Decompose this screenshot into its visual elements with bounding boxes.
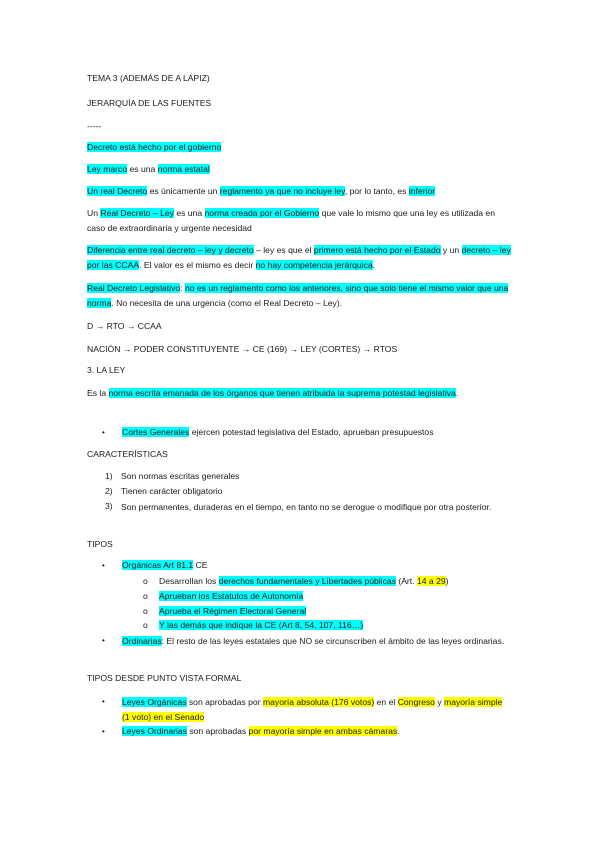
text-run: Desarrollan los <box>159 576 219 586</box>
paragraph <box>87 343 512 355</box>
list-item <box>102 695 503 722</box>
text-run: D → RTO → CCAA <box>87 321 162 331</box>
highlighted-text: norma estatal <box>157 164 210 174</box>
text-run: Tienen carácter obligatorio <box>121 486 223 496</box>
text-run: . <box>455 388 459 398</box>
text-run: . No necesita de una urgencia (como el Real Decreto – Ley). <box>111 298 343 308</box>
section-heading <box>87 538 512 550</box>
list-item <box>102 426 434 439</box>
text-run: . <box>372 260 376 270</box>
highlighted-text: Aprueban los Estatutos de Autonomía <box>159 591 304 601</box>
highlighted-text: decreto – ley por las CCAA <box>87 245 511 270</box>
text-run: es únicamente un <box>147 186 220 196</box>
circle-bullet-icon: o <box>143 576 148 586</box>
bullet-icon: • <box>102 561 105 570</box>
paragraph <box>87 163 512 175</box>
list-item-text <box>159 590 303 602</box>
list-item-text <box>122 634 512 649</box>
highlighted-text: Leyes Ordinarias <box>122 726 187 736</box>
bullet-icon: • <box>102 697 105 706</box>
sub-list-item <box>143 605 307 617</box>
highlighted-text: inferior <box>408 186 436 196</box>
text-run: (Art. <box>395 576 417 586</box>
text-run: , por lo tanto, es <box>344 186 409 196</box>
list-item-text <box>122 695 512 725</box>
list-number: 2) <box>105 486 113 496</box>
text-run: son aprobadas por <box>186 697 263 707</box>
text-run: en el <box>374 697 398 707</box>
highlighted-text: Cortes Generales <box>122 427 190 437</box>
list-item-text <box>159 575 449 587</box>
text-run: JERARQUÍA DE LAS FUENTES <box>87 98 212 108</box>
highlighted-text: mayoría simple (1 voto) en el Senado <box>122 697 503 722</box>
text-run: TIPOS <box>87 539 113 549</box>
list-item-text <box>159 619 363 631</box>
highlighted-text: Decreto está hecho por el gobierno <box>87 142 222 152</box>
highlighted-text: Un real Decreto <box>87 186 148 196</box>
list-item-text <box>122 725 400 737</box>
highlighted-text: reglamento ya que no incluye ley <box>219 186 345 196</box>
circle-bullet-icon: o <box>143 591 148 601</box>
text-run: . <box>397 726 400 736</box>
highlighted-text: Y las demás que indique la CE (Art 8, 54, 107, 116…) <box>159 620 364 630</box>
paragraph <box>87 206 512 236</box>
highlighted-text: Congreso <box>397 697 435 707</box>
text-run: Son permanentes, duraderas en el tiempo, en tanto no se derogue o modifique por otra posterior. <box>121 502 492 512</box>
text-run: ejercen potestad legislativa del Estado, aprueban presupuestos <box>189 427 434 437</box>
highlighted-text: por mayoría simple en ambas cámaras <box>248 726 398 736</box>
highlighted-text: norma escrita emanada de los órganos que tienen atribuida la suprema potestad legislativa <box>108 388 456 398</box>
highlighted-text: Orgánicas Art 81.1 <box>122 560 194 570</box>
list-item <box>102 725 400 738</box>
text-run: TEMA 3 (ADEMÁS DE A LÁPIZ) <box>87 73 210 83</box>
list-item-text <box>122 426 434 438</box>
text-run: y <box>434 697 445 707</box>
text-run: ) <box>445 576 449 586</box>
list-item <box>105 500 492 512</box>
section-heading <box>87 672 512 684</box>
text-run: Es la <box>87 388 109 398</box>
section-heading <box>87 364 512 376</box>
text-run: NACIÓN → PODER CONSTITUYENTE → CE (169) → LEY (CORTES) → RTOS <box>87 344 398 354</box>
list-item <box>105 485 223 497</box>
paragraph <box>87 320 512 332</box>
text-run: Son normas escritas generales <box>121 471 240 481</box>
bullet-icon: • <box>102 428 105 437</box>
bullet-icon: • <box>102 727 105 736</box>
separator-text <box>87 120 512 132</box>
paragraph <box>87 243 512 273</box>
list-item <box>102 634 505 647</box>
list-item-text <box>159 605 306 617</box>
text-run: Un <box>87 208 101 218</box>
highlighted-text: derechos fundamentales y Libertades públicas <box>218 576 396 586</box>
paragraph <box>87 185 512 197</box>
doc-title <box>87 72 512 84</box>
highlighted-text: mayoría absoluta (176 votos) <box>262 697 375 707</box>
list-item <box>105 470 240 482</box>
text-run: CE <box>193 560 208 570</box>
highlighted-text: Leyes Orgánicas <box>122 697 187 707</box>
circle-bullet-icon: o <box>143 606 148 616</box>
sub-list-item <box>143 619 364 631</box>
paragraph <box>87 281 512 311</box>
text-run: es una <box>127 164 158 174</box>
list-item-text <box>121 485 222 497</box>
text-run: : <box>180 283 185 293</box>
text-run: son aprobadas <box>186 726 249 736</box>
highlighted-text: Ley marco <box>87 164 128 174</box>
highlighted-text: 14 a 29 <box>416 576 446 586</box>
section-heading <box>87 97 512 109</box>
section-heading <box>87 448 512 460</box>
text-run: y un <box>440 245 462 255</box>
text-run: CARACTERÍSTICAS <box>87 449 168 459</box>
list-item-text <box>121 470 239 482</box>
highlighted-text: Diferencia entre real decreto – ley y decreto <box>87 245 254 255</box>
highlighted-text: Aprueba el Régimen Electoral General <box>159 606 307 616</box>
highlighted-text: norma creada por el Gobierno <box>204 208 320 218</box>
text-run: . El valor es el mismo es decir <box>139 260 256 270</box>
sub-list-item <box>143 575 449 587</box>
text-run: 3. LA LEY <box>87 365 126 375</box>
text-run: : El resto de las leyes estatales que NO se circunscriben el ámbito de las leyes ordinarias. <box>161 636 505 646</box>
highlighted-text: Real Decreto – Ley <box>100 208 174 218</box>
list-item-text <box>122 559 208 571</box>
paragraph <box>87 386 512 401</box>
list-item <box>102 559 208 572</box>
list-item-text <box>121 500 501 515</box>
sub-list-item <box>143 590 304 602</box>
text-run: TIPOS DESDE PUNTO VISTA FORMAL <box>87 673 242 683</box>
highlighted-text: primero está hecho por el Estado <box>313 245 441 255</box>
text-run: – ley es que el <box>253 245 314 255</box>
list-number: 1) <box>105 471 113 481</box>
text-run: es una <box>173 208 205 218</box>
bullet-icon: • <box>102 636 105 645</box>
highlighted-text: Ordinarias <box>122 636 162 646</box>
paragraph <box>87 141 512 153</box>
highlighted-text: Real Decreto Legislativo <box>87 283 181 293</box>
circle-bullet-icon: o <box>143 620 148 630</box>
text-run: que vale lo mismo que una ley es utilizada en caso de extraordinaria y urgente necesidad <box>87 208 495 233</box>
highlighted-text: no es un reglamento como los anteriores, sino que solo tiene el mismo valor que una norma <box>87 283 509 308</box>
list-number: 3) <box>105 501 113 511</box>
text-run: ----- <box>87 121 102 131</box>
highlighted-text: no hay competencia jerárquica <box>255 260 373 270</box>
